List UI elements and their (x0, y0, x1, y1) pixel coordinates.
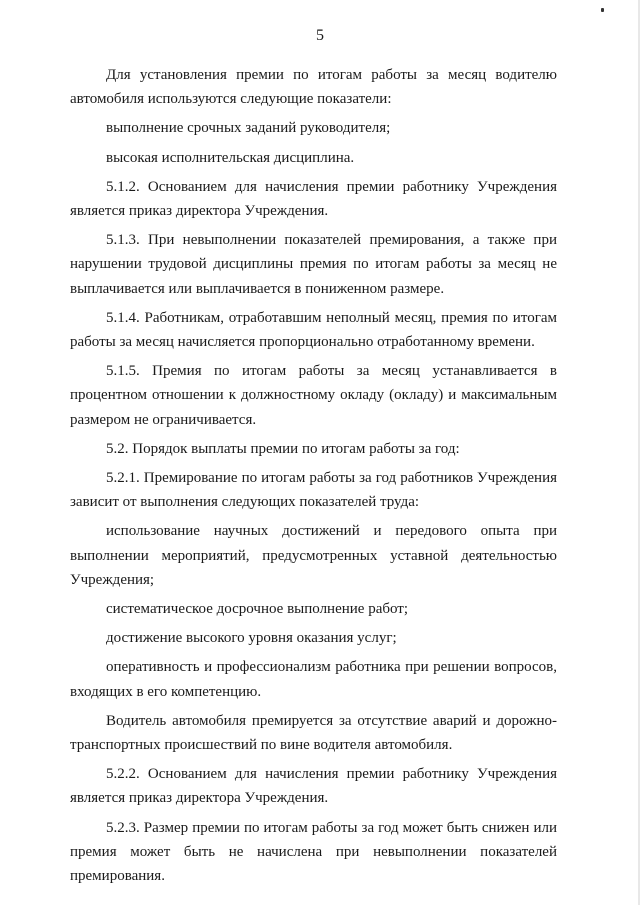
scan-speck (601, 8, 604, 12)
paragraph-driver-bonus: Водитель автомобиля премируется за отсутствие аварий и дорожно-транспортных происшествий по вине водителя автомобиля. (70, 712, 557, 754)
paragraph-5-2-2: 5.2.2. Основанием для начисления премии работнику Учреждения является приказ директора Учреждения. (70, 766, 557, 807)
paragraph-5-2: 5.2. Порядок выплаты премии по итогам работы за год: (106, 440, 460, 457)
page-number: 5 (316, 27, 324, 44)
paragraph-5-1-3: 5.1.3. При невыполнении показателей премирования, а также при нарушении трудовой дисциплины премия по итогам работы за месяц не выплачивается или выплачивается в пониженном размере. (70, 232, 557, 297)
paragraph-5-2-3: 5.2.3. Размер премии по итогам работы за год может быть снижен или премия может быть не начислена при невыполнении показателей премирования. (70, 819, 557, 885)
paragraph-professionalism: оперативность и профессионализм работника при решении вопросов, входящих в его компетенцию. (70, 659, 557, 700)
paragraph-bonus-indicators-intro: Для установления премии по итогам работы за месяц водителю автомобиля используются следующие показатели: (70, 67, 557, 108)
paragraph-science-use: использование научных достижений и передового опыта при выполнении мероприятий, предусмотренных уставной деятельностью Учреждения; (70, 523, 557, 588)
paragraph-urgent-tasks: выполнение срочных заданий руководителя; (106, 120, 391, 137)
paragraph-discipline: высокая исполнительская дисциплина. (106, 149, 355, 166)
paragraph-5-1-2: 5.1.2. Основанием для начисления премии работнику Учреждения является приказ директора Учреждения. (70, 178, 557, 220)
paragraph-5-1-4: 5.1.4. Работникам, отработавшим неполный месяц, премия по итогам работы за месяц начисляется пропорционально отработанному времени. (70, 309, 557, 351)
paragraph-5-2-1: 5.2.1. Премирование по итогам работы за год работников Учреждения зависит от выполнения следующих показателей труда: (70, 470, 557, 511)
paragraph-5-1-5: 5.1.5. Премия по итогам работы за месяц устанавливается в процентном отношении к должностному окладу (окладу) и максимальным размером не ограничивается. (70, 363, 557, 428)
paragraph-early-completion: систематическое досрочное выполнение работ; (106, 601, 409, 618)
document-body (70, 63, 557, 888)
paragraph-service-level: достижение высокого уровня оказания услуг; (106, 630, 397, 647)
